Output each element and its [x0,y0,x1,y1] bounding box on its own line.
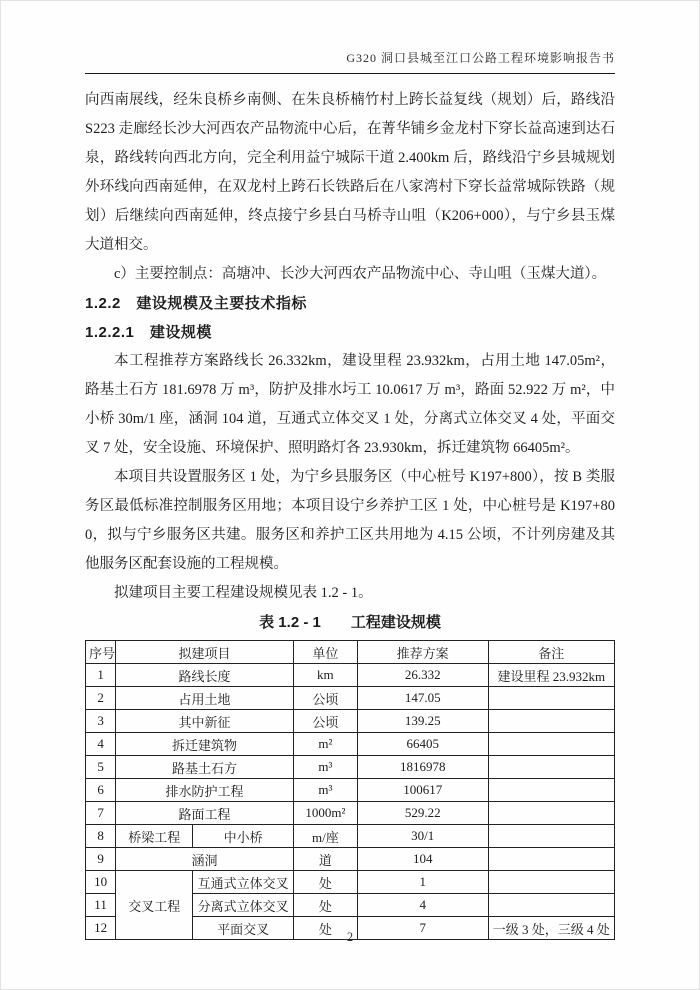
table-row [86,733,615,756]
cell-item: 涵洞 [116,848,294,871]
table-caption: 表 1.2 - 1 工程建设规模 [259,614,441,631]
table-row [86,687,615,710]
cell-no: 8 [86,825,116,848]
cell-unit: 道 [293,848,357,871]
cell-unit: 处 [293,871,357,894]
table-row [86,848,615,871]
cell-note [488,710,614,733]
cell-note [488,894,614,917]
cell-no: 6 [86,779,116,802]
cell-item: 拆迁建筑物 [116,733,294,756]
cell-item: 其中新征 [116,710,294,733]
cell-no: 7 [86,802,116,825]
cell-no: 3 [86,710,116,733]
cell-no: 5 [86,756,116,779]
cell-plan: 100617 [357,779,488,802]
cell-item: 互通式立体交叉 [193,871,294,894]
cell-plan: 30/1 [357,825,488,848]
cell-note [488,802,614,825]
cell-unit: m³ [293,779,357,802]
table-row [86,756,615,779]
cell-unit: 处 [293,894,357,917]
body-text [85,86,615,940]
cell-item: 分离式立体交叉 [193,894,294,917]
heading-1-2-2-1: 1.2.2.1 建设规模 [85,324,212,341]
cell-no: 9 [86,848,116,871]
table-row [86,664,615,687]
table-row [86,710,615,733]
cell-item-group: 桥梁工程 [116,825,193,848]
cell-plan: 4 [357,894,488,917]
cell-note [488,825,614,848]
cell-unit: m³ [293,756,357,779]
cell-item: 排水防护工程 [116,779,294,802]
cell-unit: 公顷 [293,687,357,710]
col-header-plan: 推荐方案 [357,641,488,664]
col-header-unit: 单位 [293,641,357,664]
cell-item-group: 交叉工程 [116,871,193,940]
cell-no: 4 [86,733,116,756]
running-header: G320 洞口县城至江口公路工程环境影响报告书 [85,49,615,74]
cell-item: 路线长度 [116,664,294,687]
table-row [86,871,615,894]
cell-item: 占用土地 [116,687,294,710]
page-number: 2 [346,930,354,944]
col-header-no: 序号 [86,641,116,664]
cell-plan: 26.332 [357,664,488,687]
cell-unit: km [293,664,357,687]
page-content [85,49,615,940]
cell-note [488,848,614,871]
paragraph-construction-scale: 本工程推荐方案路线长 26.332km，建设里程 23.932km，占用土地 147.05m²，路基土石方 181.6978 万 m³，防护及排水圬工 10.0617 万 m³，路面 52.922 万 m²，中小桥 30m/1 座，涵洞 104 道，互通式立体交叉 1 处，分离式立体交叉 4 处，平面交叉 7 处，安全设施、环境保护、照明路灯各 23.930km，拆迁建筑物 66405m²。 [85,353,615,456]
cell-no: 11 [86,894,116,917]
table-header-row [86,641,615,664]
cell-unit: m/座 [293,825,357,848]
cell-unit: 公顷 [293,710,357,733]
table-row [86,779,615,802]
cell-unit: 处 [293,917,357,940]
cell-note [488,779,614,802]
paragraph-table-reference: 拟建项目主要工程建设规模见表 1.2 - 1。 [114,585,373,601]
col-header-note: 备注 [488,641,614,664]
cell-no: 1 [86,664,116,687]
cell-no: 2 [86,687,116,710]
cell-item: 平面交叉 [193,917,294,940]
cell-item: 中小桥 [193,825,294,848]
table-row [86,825,615,848]
construction-scale-table [85,640,615,940]
cell-no: 10 [86,871,116,894]
paragraph-control-points: c）主要控制点：高塘冲、长沙大河西农产品物流中心、寺山咀（玉煤大道）。 [114,266,607,282]
cell-plan: 1816978 [357,756,488,779]
cell-plan: 529.22 [357,802,488,825]
cell-unit: m² [293,733,357,756]
cell-unit: 1000m² [293,802,357,825]
heading-1-2-2: 1.2.2 建设规模及主要技术指标 [85,295,307,312]
cell-note [488,871,614,894]
table-row [86,802,615,825]
paragraph-route-continuation: 向西南展线，经朱良桥乡南侧、在朱良桥楠竹村上跨长益复线（规划）后，路线沿 S223 走廊经长沙大河西农产品物流中心后，在菁华铺乡金龙村下穿长益高速到达石泉，路线转向西北方向，完全利用益宁城际干道 2.400km 后，路线沿宁乡县城规划外环线向西南延伸，在双龙村上跨石长铁路后在八家湾村下穿长益常城际铁路（规划）后继续向西南延伸，终点接宁乡县白马桥寺山咀（K206+000），与宁乡县玉煤大道相交。 [85,92,615,253]
cell-note: 建设里程 23.932km [488,664,614,687]
cell-plan: 66405 [357,733,488,756]
cell-note [488,756,614,779]
cell-plan: 139.25 [357,710,488,733]
cell-plan: 104 [357,848,488,871]
paragraph-service-area: 本项目共设置服务区 1 处，为宁乡县服务区（中心桩号 K197+800），按 B 类服务区最低标准控制服务区用地；本项目设宁乡养护工区 1 处，中心桩号是 K197+800，拟与宁乡服务区共建。服务区和养护工区共用地为 4.15 公顷，不计列房建及其他服务区配套设施的工程规模。 [85,469,615,572]
cell-plan: 1 [357,871,488,894]
cell-note [488,733,614,756]
cell-plan: 7 [357,917,488,940]
cell-item: 路基土石方 [116,756,294,779]
cell-note: 一级 3 处，三级 4 处 [488,917,614,940]
cell-no: 12 [86,917,116,940]
cell-item: 路面工程 [116,802,294,825]
cell-note [488,687,614,710]
col-header-item: 拟建项目 [116,641,294,664]
cell-plan: 147.05 [357,687,488,710]
